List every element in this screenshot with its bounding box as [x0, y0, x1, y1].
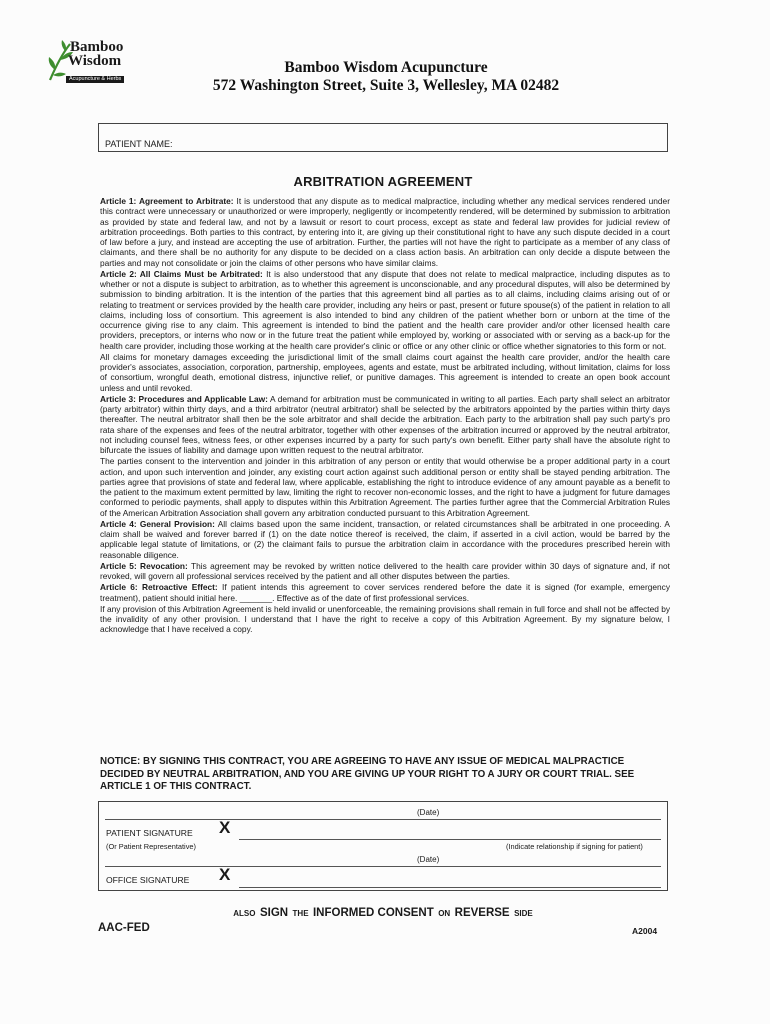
article-3 [100, 394, 670, 456]
article-4-heading: Article 4: General Provision: [100, 518, 215, 529]
logo-name-line1: Bamboo [70, 39, 124, 55]
closing-paragraph: If any provision of this Arbitration Agreement is held invalid or unenforceable, the remaining provisions shall remain in full force and shall not be affected by the invalidity of any other provision. I understand that I have the right to receive a copy of this Arbitration Agreement. By my signature below, I acknowledge that I have received a copy. [100, 603, 670, 635]
clinic-address: 572 Washington Street, Suite 3, Wellesley, MA 02482 [212, 77, 560, 94]
also-word-4: INFORMED CONSENT [312, 907, 434, 919]
bamboo-wisdom-logo [46, 40, 142, 88]
article-5 [100, 561, 670, 582]
article-6 [100, 582, 670, 603]
article-2-paragraph-2: All claims for monetary damages exceeding the jurisdictional limit of the small claims court against the health care provider, and/or the health care provider's associates, association, corporation, partnership, employees, agents and estate, must be arbitrated including, without limitation, claims for loss of consortium, wrongful death, emotional distress, injunctive relief, or punitive damages. This agreement is intended to create an open book account unless and until revoked. [100, 351, 670, 393]
clinic-name: Bamboo Wisdom Acupuncture [284, 59, 488, 76]
document-title: ARBITRATION AGREEMENT [293, 174, 473, 189]
office-date-label: (Date) [417, 855, 440, 864]
office-date-line [105, 866, 661, 867]
patient-signature-label: PATIENT SIGNATURE [106, 828, 193, 838]
article-5-heading: Article 5: Revocation: [100, 560, 188, 571]
article-6-heading: Article 6: Retroactive Effect: [100, 582, 218, 593]
patient-x-mark: X [219, 818, 231, 837]
article-1-heading: Article 1: Agreement to Arbitrate: [100, 196, 234, 206]
also-sign-instruction [98, 903, 668, 921]
article-2-text: It is also understood that any dispute that does not relate to medical malpractice, including disputes as to whether or not a dispute is subject to arbitration, as to whether this agreement is unconscionable, and any procedural disputes, will also be determined by submission to binding arbitration. It is the intention of the parties that this agreement bind all parties as to all claims, including claims arising out of or relating to treatment or services provided by the health care provider, including any heirs or past, present or future spouse(s) of the patient in relation to all claims, including loss of consortium. This agreement is also intended to bind any children of the patient whether born or unborn at the time of the occurrence giving rise to any claim. This agreement is intended to bind the patient and the health care provider and/or other licensed health care providers, preceptors, or interns who now or in the future treat the patient while employed by, working or associated with or serving as a back-up for the health care provider, including those working at the health care provider's clinic or office or any other clinic or office whether signatories to this form or not. [100, 268, 670, 351]
article-5-text: This agreement may be revoked by written notice delivered to the health care provider within 30 days of signature and, if not revoked, will govern all professional services received by the patient and all other disputes between the parties. [100, 560, 671, 581]
article-3-text: A demand for arbitration must be communicated in writing to all parties. Each party shall select an arbitrator (party arbitrator) within thirty days, and a third arbitrator (neutral arbitrator) shall be selected by the arbitrators appointed by the parties within thirty days thereafter. The neutral arbitrator shall then be the sole arbitrator and shall decide the arbitration. Each party to the arbitration shall pay such party's pro rata share of the expenses and fees of the neutral arbitrator, together with other expenses of the arbitration incurred or approved by the neutral arbitrator, not including counsel fees, witness fees, or other expenses incurred by a party for such party's own benefit. Either party shall have the absolute right to bifurcate the issues of liability and damage upon written request to the neutral arbitrator. [100, 393, 670, 455]
office-x-mark: X [219, 865, 231, 884]
article-2-heading: Article 2: All Claims Must be Arbitrated: [100, 268, 263, 279]
article-1-text: It is understood that any dispute as to medical malpractice, including whether any medical services rendered under this contract were unnecessary or unauthorized or were improperly, negligently or incompetently rendered, will be determined by submission to arbitration as provided by state and federal law, and not by a lawsuit or resort to court process, except as state and federal law provides for judicial review of arbitration proceedings. Both parties to this contract, by entering into it, are giving up their constitutional right to have any such dispute decided in a court of law before a jury, and instead are accepting the use of arbitration. Further, the parties will not have the right to participate as a member of any class of claimants, and there shall be no authority for any dispute to be decided on a class action basis. An arbitration can only decide a dispute between the parties and may not consolidate or join the claims of other persons who have similar claims. [100, 196, 670, 268]
office-signature-label: OFFICE SIGNATURE [106, 875, 190, 885]
patient-date-label: (Date) [417, 808, 440, 817]
article-4-text: All claims based upon the same incident, transaction, or related circumstances shall be arbitrated in one proceeding. A claim shall be waived and forever barred if (1) on the date notice thereof is received, the claim, if asserted in a civil action, would be barred by the applicable legal statute of limitations, or (2) the claimant fails to pursue the arbitration claim in accordance with the procedures prescribed herein with reasonable diligence. [100, 518, 670, 560]
signature-box [98, 801, 668, 891]
article-3-paragraph-2: The parties consent to the intervention and joinder in this arbitration of any person or entity that would otherwise be a proper additional party in a court action, and upon such intervention and joinder, any existing court action against such additional person or entity shall be stayed pending arbitration. The parties agree that provisions of state and federal law, where applicable, establishing the right to introduce evidence of any amount payable as a benefit to the patient to the maximum extent permitted by law, limiting the right to recover non-economic losses, and the right to have a judgment for future damages conformed to periodic payments, shall apply to disputes within this Arbitration Agreement. The parties further agree that the Commercial Arbitration Rules of the American Arbitration Association shall govern any arbitration conducted pursuant to this Arbitration Agreement. [100, 456, 670, 518]
article-6-text: If patient intends this agreement to cover services rendered before the date it is signed (for example, emergency treatment), patient should initial here. _______. Effective as of the date of first professional services. [100, 582, 670, 603]
article-4 [100, 519, 670, 560]
also-word-7: SIDE [514, 909, 533, 918]
logo-name-line2: Wisdom [68, 53, 122, 69]
article-3-heading: Article 3: Procedures and Applicable Law: [100, 393, 268, 404]
patient-name-field[interactable] [98, 123, 668, 152]
patient-signature-line[interactable] [239, 839, 661, 840]
form-version: A2004 [632, 926, 658, 936]
also-word-5: ON [438, 909, 451, 918]
form-code: AAC-FED [98, 922, 150, 934]
patient-name-label: PATIENT NAME: [105, 139, 173, 149]
also-word-3: THE [292, 909, 309, 918]
article-2 [100, 269, 670, 351]
logo-tagline: Acupuncture & Herbs [66, 76, 124, 83]
also-word-1: ALSO [233, 909, 256, 918]
arbitration-notice: NOTICE: BY SIGNING THIS CONTRACT, YOU ARE AGREEING TO HAVE ANY ISSUE OF MEDICAL MALPRACTICE DECIDED BY NEUTRAL ARBITRATION, AND YOU ARE GIVING UP YOUR RIGHT TO A JURY OR COURT TRIAL. SEE ARTICLE 1 OF THIS CONTRACT. [100, 756, 635, 792]
office-signature-line[interactable] [239, 887, 661, 888]
patient-date-line [105, 819, 661, 820]
patient-representative-label: (Or Patient Representative) [106, 842, 196, 851]
agreement-body [100, 196, 670, 636]
article-1 [100, 196, 670, 268]
also-word-2: SIGN [259, 907, 289, 919]
relationship-label: (Indicate relationship if signing for patient) [506, 842, 643, 851]
also-word-6: REVERSE [454, 907, 510, 919]
